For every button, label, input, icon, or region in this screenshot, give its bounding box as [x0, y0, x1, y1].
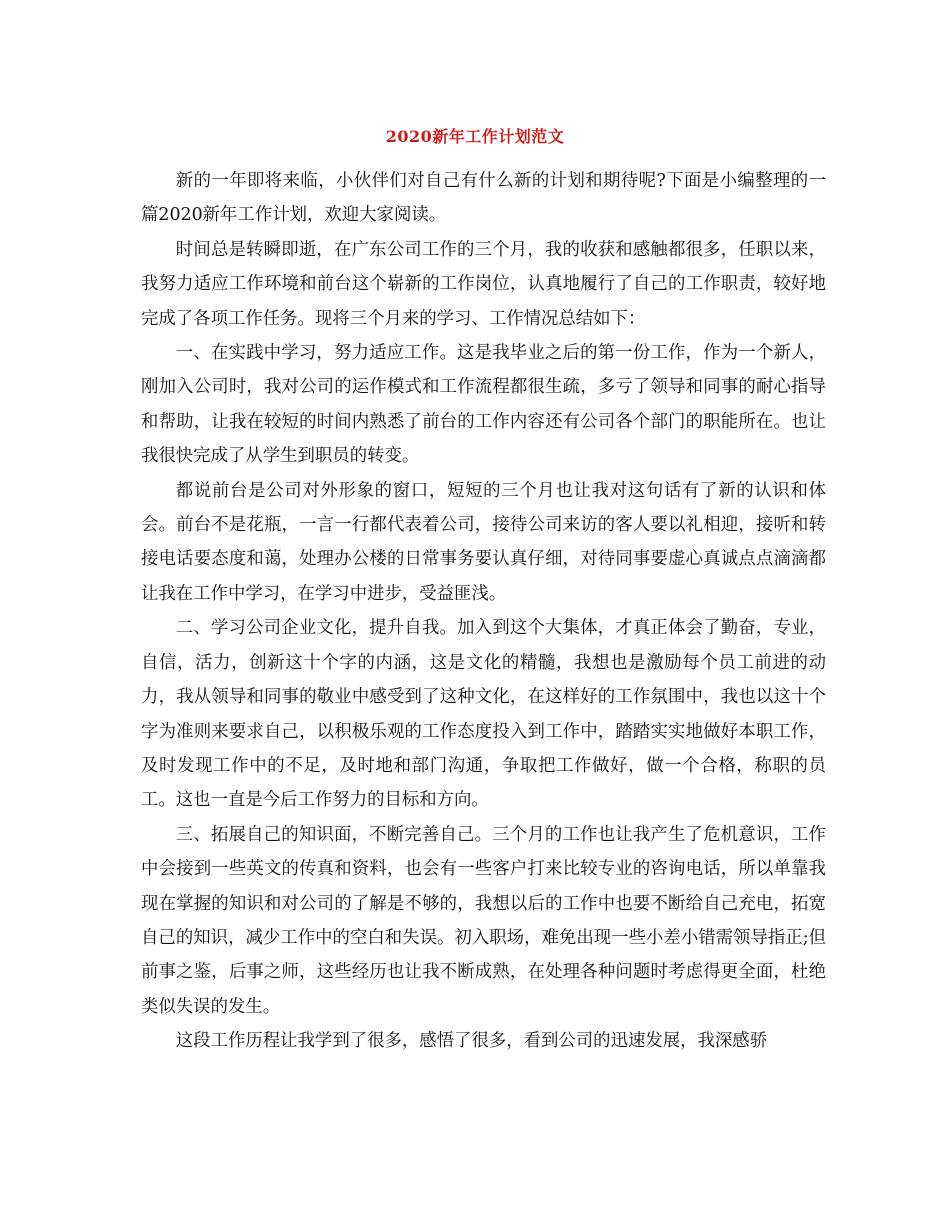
document-body [141, 164, 826, 1059]
paragraph-section-three: 三、拓展自己的知识面，不断完善自己。三个月的工作也让我产生了危机意识，工作中会接到一些英文的传真和资料，也会有一些客户打来比较专业的咨询电话，所以单靠我现在掌握的知识和对公司的了解是不够的，我想以后的工作中也要不断给自己充电，拓宽自己的知识，减少工作中的空白和失误。初入职场，难免出现一些小差小错需领导指正;但前事之鉴，后事之师，这些经历也让我不断成熟，在处理各种问题时考虑得更全面，杜绝类似失误的发生。 [141, 824, 826, 1017]
paragraph-closing: 这段工作历程让我学到了很多，感悟了很多，看到公司的迅速发展，我深感骄 [175, 1031, 768, 1052]
paragraph-section-two: 二、学习公司企业文化，提升自我。加入到这个大集体，才真正体会了勤奋，专业，自信，活力，创新这十个字的内涵，这是文化的精髓，我想也是激励每个员工前进的动力，我从领导和同事的敬业中感受到了这种文化，在这样好的工作氛围中，我也以这十个字为准则来要求自己，以积极乐观的工作态度投入到工作中，踏踏实实地做好本职工作，及时发现工作中的不足，及时地和部门沟通，争取把工作做好，做一个合格，称职的员工。这也一直是今后工作努力的目标和方向。 [141, 618, 826, 811]
paragraph-section-one: 一、在实践中学习，努力适应工作。这是我毕业之后的第一份工作，作为一个新人，刚加入公司时，我对公司的运作模式和工作流程都很生疏，多亏了领导和同事的耐心指导和帮助，让我在较短的时间内熟悉了前台的工作内容还有公司各个部门的职能所在。也让我很快完成了从学生到职员的转变。 [141, 343, 826, 467]
document-title: 2020新年工作计划范文 [385, 127, 565, 146]
paragraph-intro: 新的一年即将来临，小伙伴们对自己有什么新的计划和期待呢?下面是小编整理的一篇2020新年工作计划，欢迎大家阅读。 [141, 171, 826, 226]
paragraph-summary-opening: 时间总是转瞬即逝，在广东公司工作的三个月，我的收获和感触都很多，任职以来，我努力适应工作环境和前台这个崭新的工作岗位，认真地履行了自己的工作职责，较好地完成了各项工作任务。现将三个月来的学习、工作情况总结如下： [141, 239, 826, 329]
paragraph-front-desk: 都说前台是公司对外形象的窗口，短短的三个月也让我对这句话有了新的认识和体会。前台不是花瓶，一言一行都代表着公司，接待公司来访的客人要以礼相迎，接听和转接电话要态度和蔼，处理办公楼的日常事务要认真仔细，对待同事要虚心真诚点点滴滴都让我在工作中学习，在学习中进步，受益匪浅。 [141, 480, 826, 604]
